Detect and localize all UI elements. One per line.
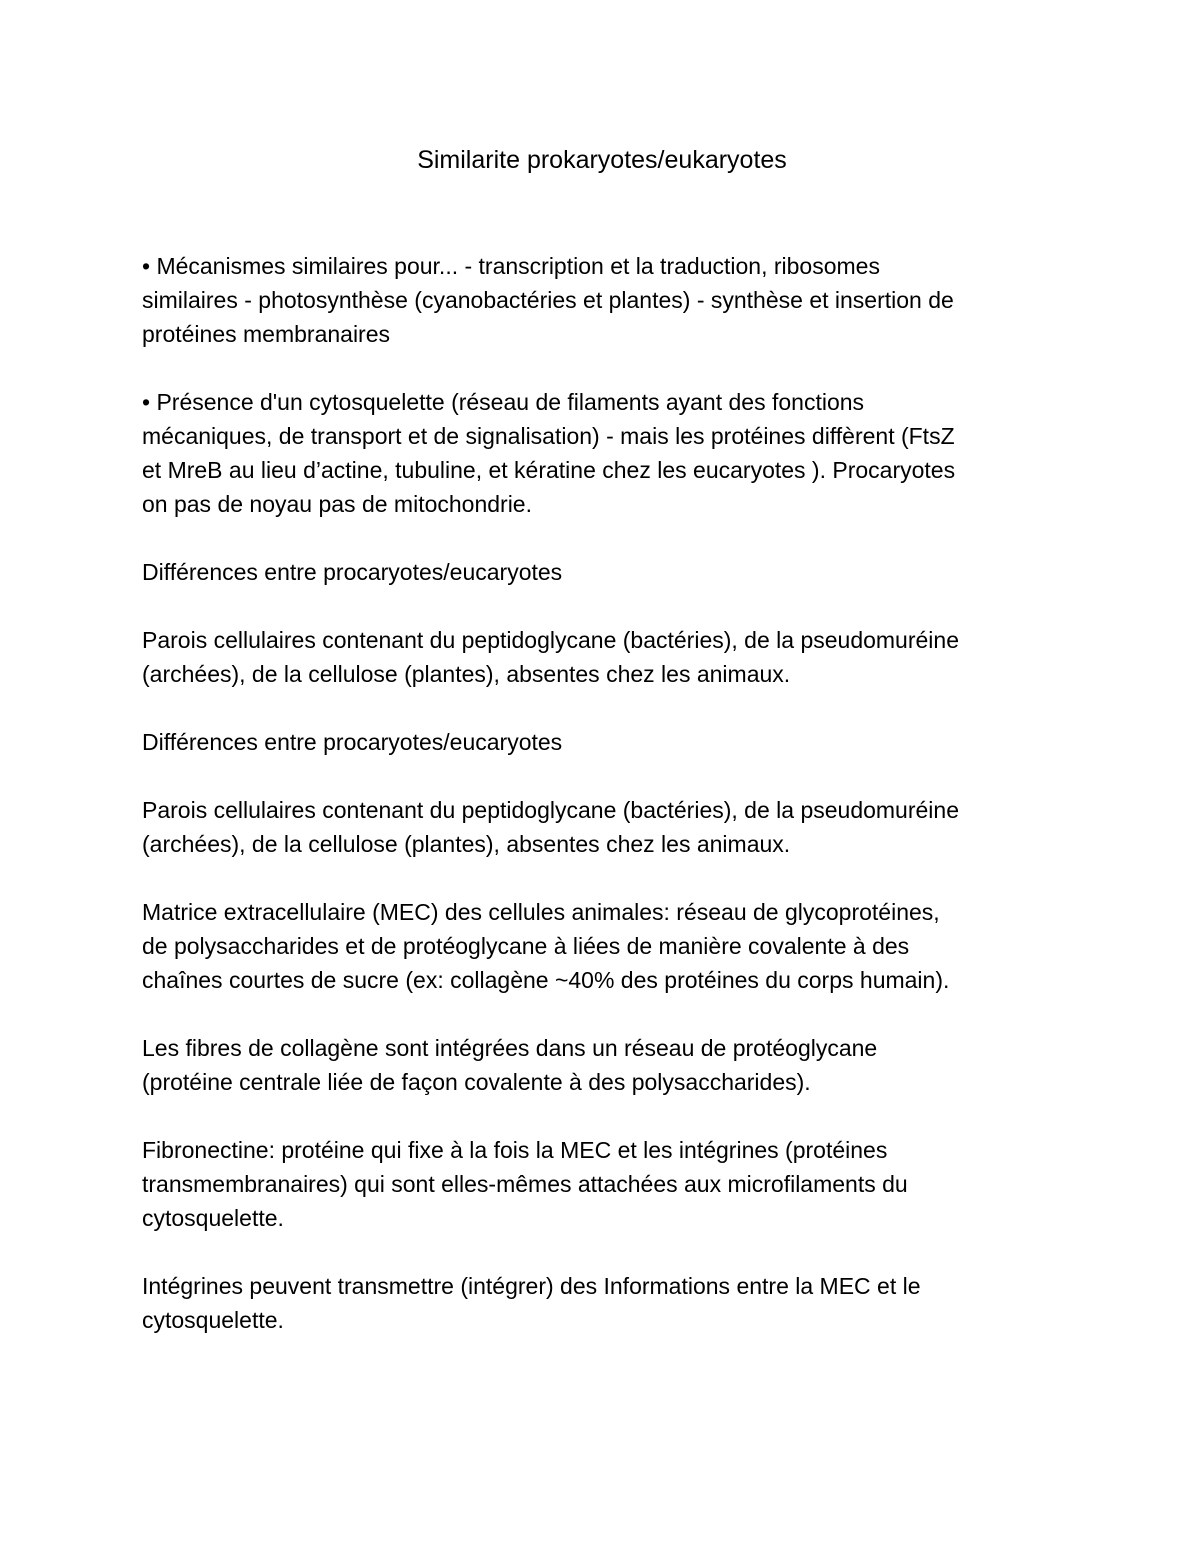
text-line: Parois cellulaires contenant du peptidoglycane (bactéries), de la pseudomuréine bbox=[142, 797, 959, 823]
text-line: Fibronectine: protéine qui fixe à la fois la MEC et les intégrines (protéines bbox=[142, 1137, 888, 1163]
text-line: similaires - photosynthèse (cyanobactéries et plantes) - synthèse et insertion de bbox=[142, 287, 954, 313]
text-line: cytosquelette. bbox=[142, 1205, 284, 1231]
text-line: protéines membranaires bbox=[142, 321, 391, 347]
paragraph-cytoskeleton bbox=[142, 385, 1062, 521]
text-line: et MreB au lieu d’actine, tubuline, et kératine chez les eucaryotes ). Procaryotes bbox=[142, 457, 956, 483]
text-line: chaînes courtes de sucre (ex: collagène ~40% des protéines du corps humain). bbox=[142, 967, 950, 993]
text-line: (protéine centrale liée de façon covalente à des polysaccharides). bbox=[142, 1069, 811, 1095]
section-heading-differences bbox=[142, 725, 1062, 759]
text-line: Différences entre procaryotes/eucaryotes bbox=[142, 559, 563, 585]
text-line: Matrice extracellulaire (MEC) des cellules animales: réseau de glycoprotéines, bbox=[142, 899, 940, 925]
text-line: cytosquelette. bbox=[142, 1307, 284, 1333]
document-page bbox=[142, 143, 1062, 1371]
text-line: (archées), de la cellulose (plantes), absentes chez les animaux. bbox=[142, 661, 791, 687]
text-line: • Présence d'un cytosquelette (réseau de filaments ayant des fonctions bbox=[142, 389, 865, 415]
paragraph-cell-walls bbox=[142, 793, 1062, 861]
document-title: Similarite prokaryotes/eukaryotes bbox=[417, 146, 787, 174]
text-line: Intégrines peuvent transmettre (intégrer) des Informations entre la MEC et le bbox=[142, 1273, 921, 1299]
text-line: mécaniques, de transport et de signalisation) - mais les protéines diffèrent (FtsZ bbox=[142, 423, 955, 449]
paragraph-extracellular-matrix bbox=[142, 895, 1062, 997]
paragraph-collagen-fibers bbox=[142, 1031, 1062, 1099]
text-line: transmembranaires) qui sont elles-mêmes attachées aux microfilaments du bbox=[142, 1171, 908, 1197]
paragraph-fibronectin bbox=[142, 1133, 1062, 1235]
text-line: Parois cellulaires contenant du peptidoglycane (bactéries), de la pseudomuréine bbox=[142, 627, 959, 653]
text-line: on pas de noyau pas de mitochondrie. bbox=[142, 491, 532, 517]
paragraph-similar-mechanisms bbox=[142, 249, 1062, 351]
text-line: Différences entre procaryotes/eucaryotes bbox=[142, 729, 563, 755]
text-line: de polysaccharides et de protéoglycane à liées de manière covalente à des bbox=[142, 933, 910, 959]
paragraph-integrins bbox=[142, 1269, 1062, 1337]
section-heading-differences bbox=[142, 555, 1062, 589]
text-line: (archées), de la cellulose (plantes), absentes chez les animaux. bbox=[142, 831, 791, 857]
text-line: Les fibres de collagène sont intégrées dans un réseau de protéoglycane bbox=[142, 1035, 878, 1061]
text-line: • Mécanismes similaires pour... - transcription et la traduction, ribosomes bbox=[142, 253, 880, 279]
paragraph-cell-walls bbox=[142, 623, 1062, 691]
